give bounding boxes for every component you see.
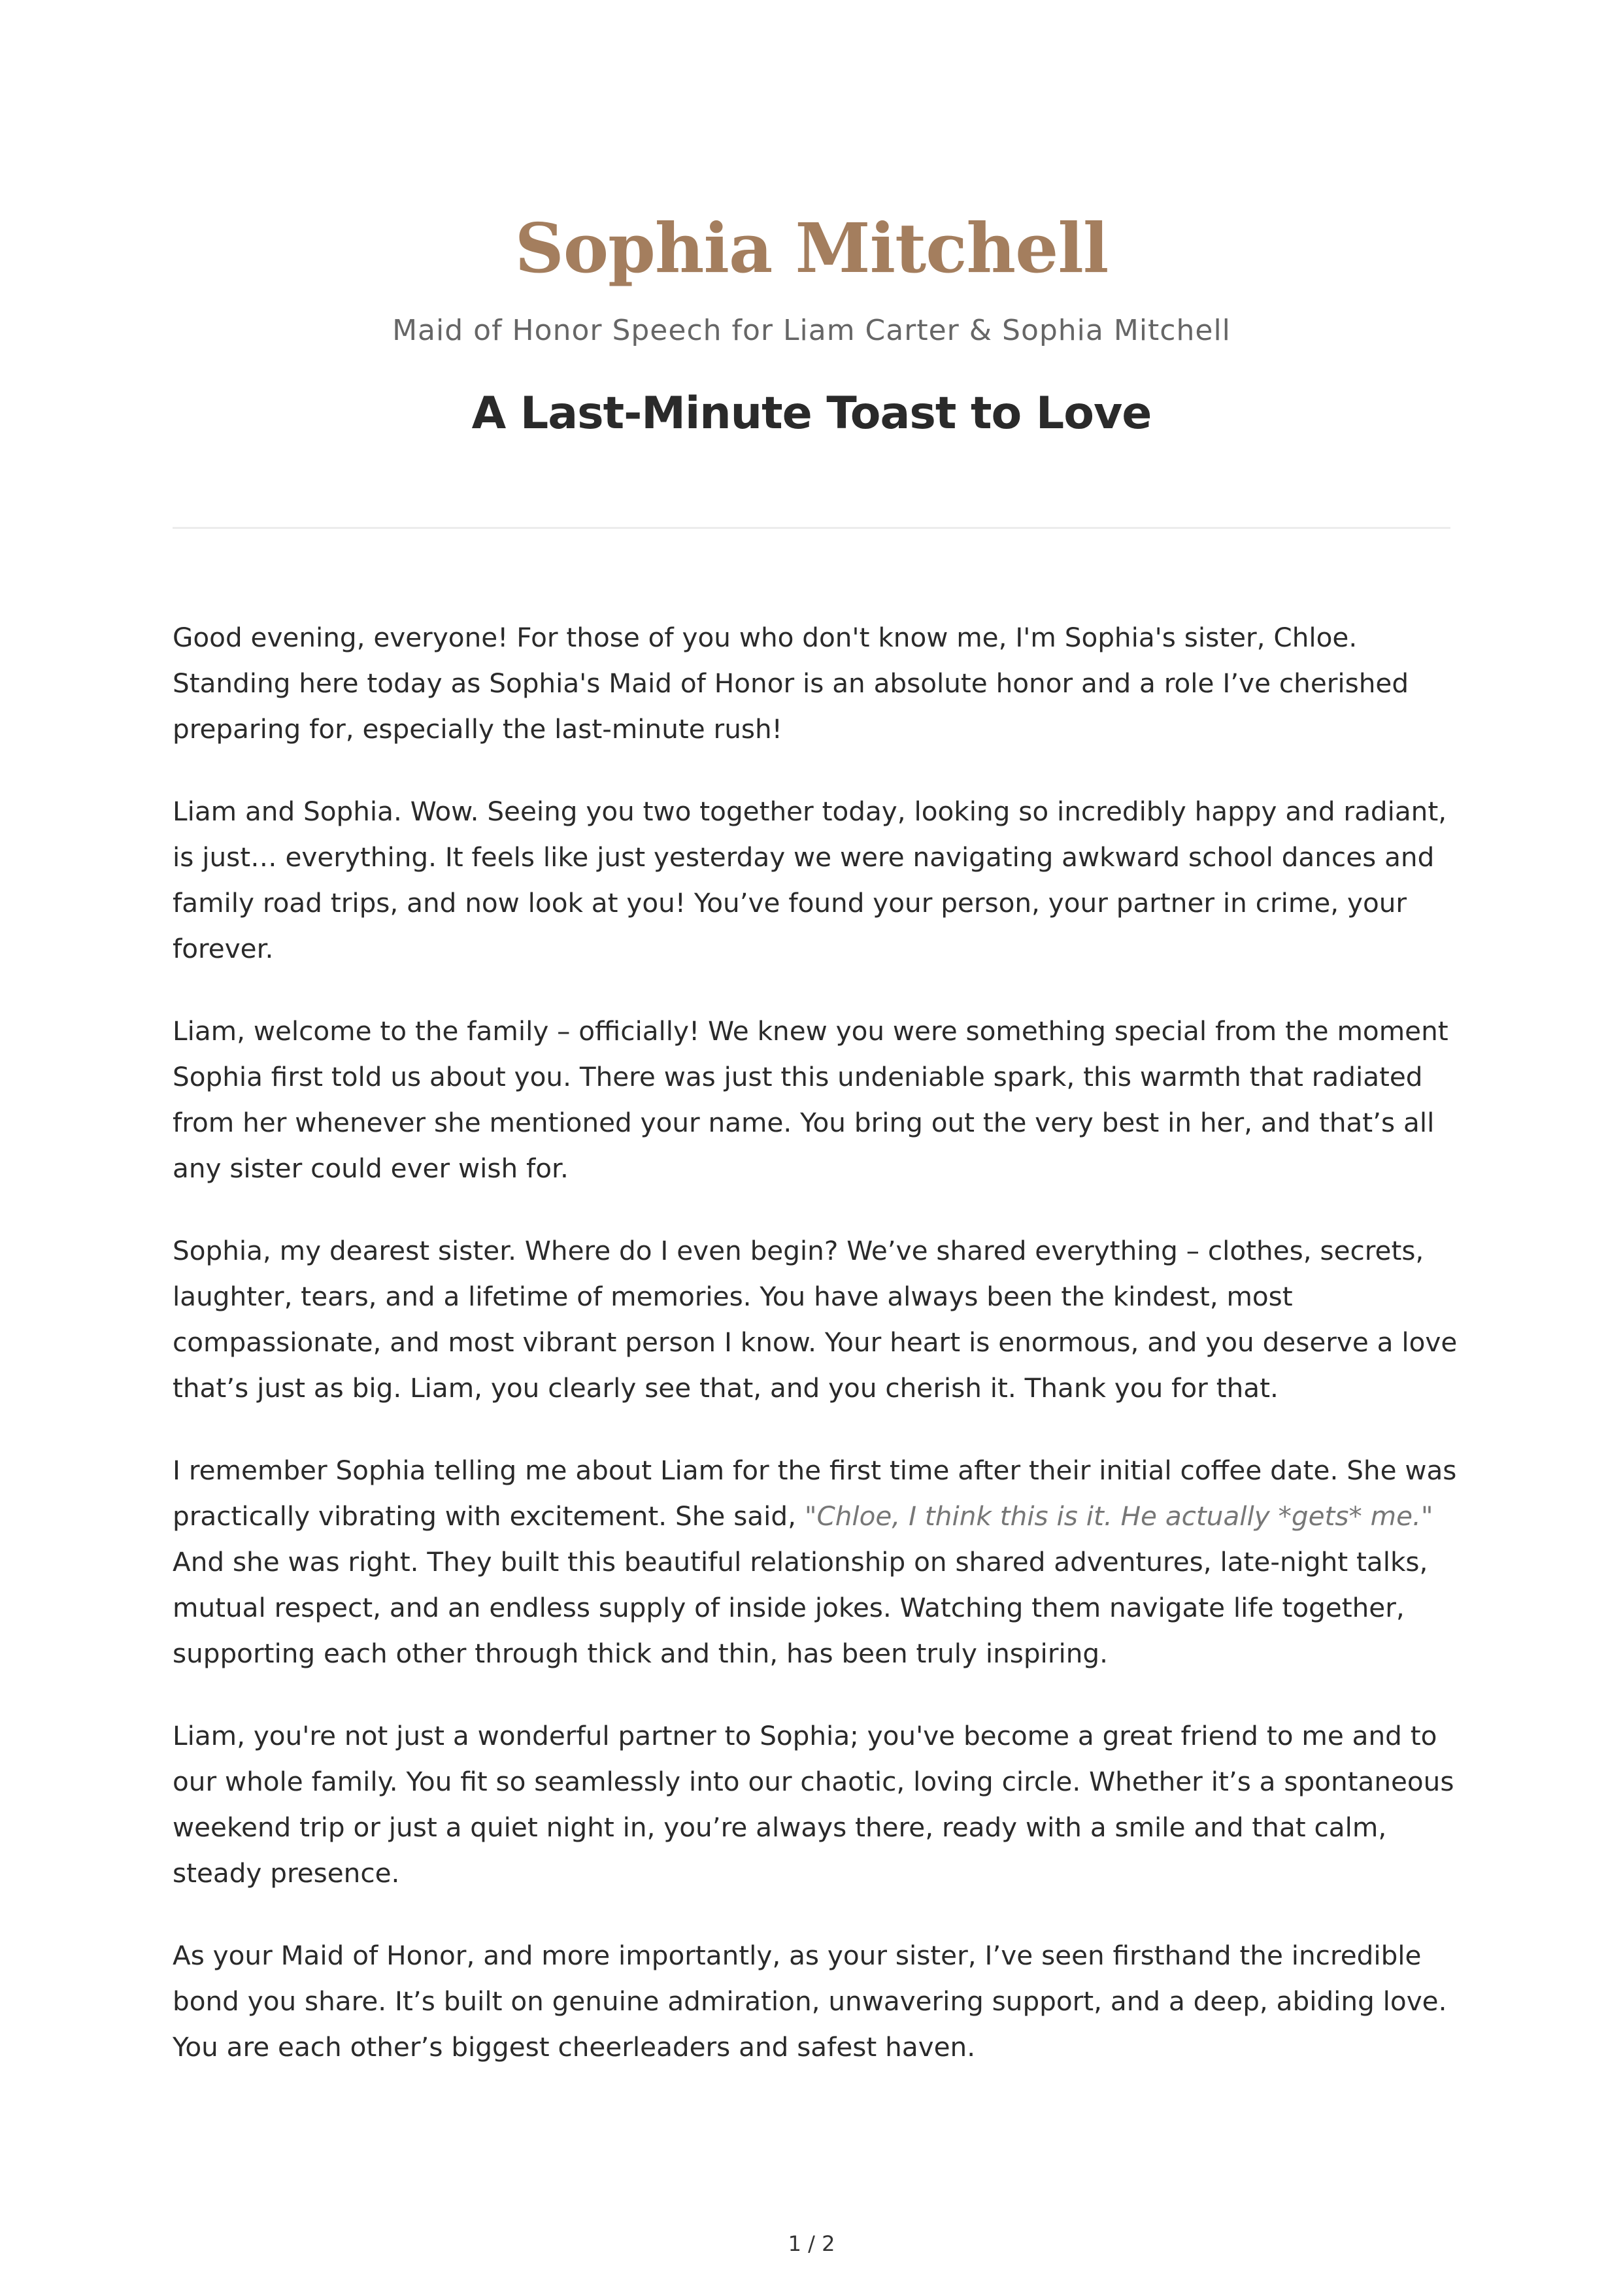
speech-subtitle: Maid of Honor Speech for Liam Carter & Sophia Mitchell xyxy=(392,314,1231,347)
chloe-quote: "Chloe, I think this is it. He actually *gets* me." xyxy=(804,1500,1433,1532)
speech-body xyxy=(173,615,1467,2106)
document-header xyxy=(173,196,1450,450)
paragraph-5 xyxy=(173,1447,1467,1676)
paragraph-5-start: I remember Sophia telling me about Liam for the first time after their initial coffee date. She was practically vibrating with excitement. She said, xyxy=(173,1455,1457,1532)
speech-title: A Last-Minute Toast to Love xyxy=(471,388,1152,439)
paragraph-7: As your Maid of Honor, and more importantly, as your sister, I’ve seen firsthand the incredible bond you share. It’s built on genuine admiration, unwavering support, and a deep, abiding love. You are each other’s biggest cheerleaders and safest haven. xyxy=(173,1940,1447,2063)
paragraph-4: Sophia, my dearest sister. Where do I even begin? We’ve shared everything – clothes, secrets, laughter, tears, and a lifetime of memories. You have always been the kindest, most compassionate, and most vibrant person I know. Your heart is enormous, and you deserve a love that’s just as big. Liam, you clearly see that, and you cherish it. Thank you for that. xyxy=(173,1235,1458,1404)
paragraph-3: Liam, welcome to the family – officially! We knew you were something special from the moment Sophia first told us about you. There was just this undeniable spark, this warmth that radiated from her whenever she mentioned your name. You bring out the very best in her, and that’s all any sister could ever wish for. xyxy=(173,1015,1448,1184)
page-number: 1 / 2 xyxy=(788,2231,835,2256)
header-divider xyxy=(173,527,1450,529)
paragraph-2: Liam and Sophia. Wow. Seeing you two together today, looking so incredibly happy and radiant, is just… everything. It feels like just yesterday we were navigating awkward school dances and family road trips, and now look at you! You’ve found your person, your partner in crime, your forever. xyxy=(173,796,1447,964)
paragraph-5-end: And she was right. They built this beautiful relationship on shared adventures, late-night talks, mutual respect, and an endless supply of inside jokes. Watching them navigate life together, supporting each other through thick and thin, has been truly inspiring. xyxy=(173,1546,1428,1669)
paragraph-6: Liam, you're not just a wonderful partner to Sophia; you've become a great friend to me and to our whole family. You fit so seamlessly into our chaotic, loving circle. Whether it’s a spontaneous weekend trip or just a quiet night in, you’re always there, ready with a smile and that calm, steady presence. xyxy=(173,1720,1454,1889)
paragraph-1: Good evening, everyone! For those of you who don't know me, I'm Sophia's sister, Chloe. Standing here today as Sophia's Maid of Honor is an absolute honor and a role I’ve cherished preparing for, especially the last-minute rush! xyxy=(173,622,1409,745)
author-name: Sophia Mitchell xyxy=(514,208,1109,288)
